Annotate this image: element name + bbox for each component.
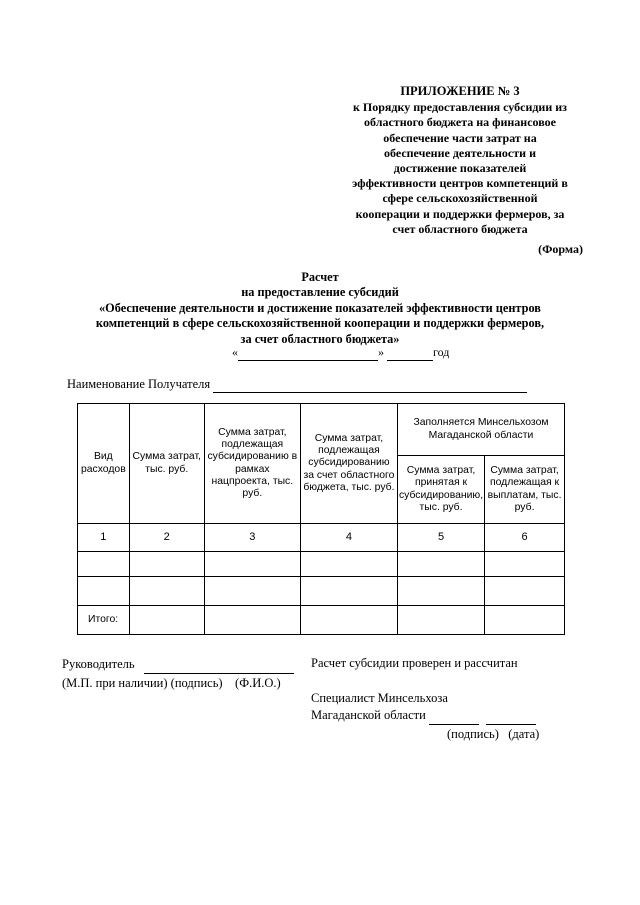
table-cell[interactable]: [204, 552, 300, 577]
appendix-line: областного бюджета на финансовое: [364, 115, 556, 130]
sign-caption: (подпись) (дата): [447, 727, 540, 741]
table-cell[interactable]: [78, 577, 130, 606]
header-total-cost: Сумма затрат, тыс. руб.: [129, 404, 204, 524]
appendix-title: ПРИЛОЖЕНИЕ № 3: [400, 84, 520, 98]
year-word: год: [433, 345, 450, 359]
table-cell[interactable]: [485, 577, 565, 606]
header-accepted: Сумма затрат, принятая к субсидированию, тыс. руб.: [397, 456, 484, 524]
head-signature-blank[interactable]: [144, 655, 294, 674]
year-blank[interactable]: [387, 345, 433, 361]
checked-text: Расчет субсидии проверен и рассчитан: [311, 656, 518, 670]
appendix-line: обеспечение деятельности и: [384, 145, 536, 160]
title-line: «Обеспечение деятельности и достижение показателей эффективности центров: [99, 300, 541, 315]
table-row: [78, 552, 565, 577]
title-line: за счет областного бюджета»: [240, 331, 400, 346]
title-line: компетенций в сфере сельскохозяйственной кооперации и поддержки фермеров,: [95, 316, 545, 331]
date-line: [232, 345, 449, 361]
title-line: Расчет: [301, 270, 339, 284]
table-cell[interactable]: [485, 606, 565, 635]
col-number: 6: [485, 524, 565, 552]
table-cell[interactable]: [397, 552, 484, 577]
header-row: [78, 404, 565, 456]
footer-left: [62, 655, 294, 692]
appendix-line: сфере сельскохозяйственной: [382, 191, 538, 206]
total-label: Итого:: [78, 606, 130, 635]
head-label: Руководитель: [62, 657, 135, 671]
specialist-line1: Специалист Минсельхоза: [311, 691, 448, 705]
table-cell[interactable]: [204, 606, 300, 635]
appendix-line: кооперации и поддержки фермеров, за: [355, 206, 565, 221]
col-number: 1: [78, 524, 130, 552]
table-row: [78, 577, 565, 606]
head-signature-row: [62, 655, 294, 674]
table-cell[interactable]: [129, 552, 204, 577]
col-number: 5: [397, 524, 484, 552]
col-number: 4: [300, 524, 397, 552]
table-cell[interactable]: [78, 552, 130, 577]
appendix-block: [330, 84, 590, 237]
specialist-date-blank[interactable]: [486, 707, 536, 725]
header-expense-type: Вид расходов: [78, 404, 130, 524]
table-cell[interactable]: [129, 606, 204, 635]
table-cell[interactable]: [485, 552, 565, 577]
footer-right: [311, 655, 536, 725]
number-row: [78, 524, 565, 552]
recipient-blank[interactable]: [213, 377, 527, 393]
table-cell[interactable]: [300, 552, 397, 577]
total-row: [78, 606, 565, 635]
close-quote: »: [378, 345, 384, 359]
table-cell[interactable]: [300, 577, 397, 606]
recipient-row: [67, 377, 527, 393]
recipient-label: Наименование Получателя: [67, 377, 211, 391]
title-line: на предоставление субсидий: [241, 285, 399, 300]
col-number: 3: [204, 524, 300, 552]
head-caption: (М.П. при наличии) (подпись) (Ф.И.О.): [62, 676, 281, 690]
header-payable: Сумма затрат, подлежащая к выплатам, тыс. руб.: [485, 456, 565, 524]
appendix-line: эффективности центров компетенций в: [352, 176, 568, 191]
table-cell[interactable]: [204, 577, 300, 606]
header-regional-budget: Сумма затрат, подлежащая субсидированию за счет областного бюджета, тыс. руб.: [300, 404, 397, 524]
specialist-line2: Магаданской области: [311, 708, 426, 722]
appendix-line: обеспечение части затрат на: [383, 130, 537, 145]
appendix-line: к Порядку предоставления субсидии из: [352, 100, 567, 115]
form-label: (Форма): [538, 242, 583, 256]
table-cell[interactable]: [129, 577, 204, 606]
date-blank[interactable]: [238, 345, 378, 361]
table-cell[interactable]: [300, 606, 397, 635]
col-number: 2: [129, 524, 204, 552]
calculation-table: [77, 403, 565, 635]
appendix-line: счет областного бюджета: [392, 221, 528, 236]
appendix-line: достижение показателей: [393, 161, 527, 176]
document-title: [60, 270, 580, 347]
specialist-signature-blank[interactable]: [429, 707, 479, 725]
header-ministry-group: Заполняется Минсельхозом Магаданской области: [397, 404, 564, 456]
table-cell[interactable]: [397, 577, 484, 606]
header-national-project: Сумма затрат, подлежащая субсидированию в рамках нацпроекта, тыс. руб.: [204, 404, 300, 524]
table-cell[interactable]: [397, 606, 484, 635]
specialist-row: [311, 707, 536, 725]
open-quote: «: [232, 345, 238, 359]
